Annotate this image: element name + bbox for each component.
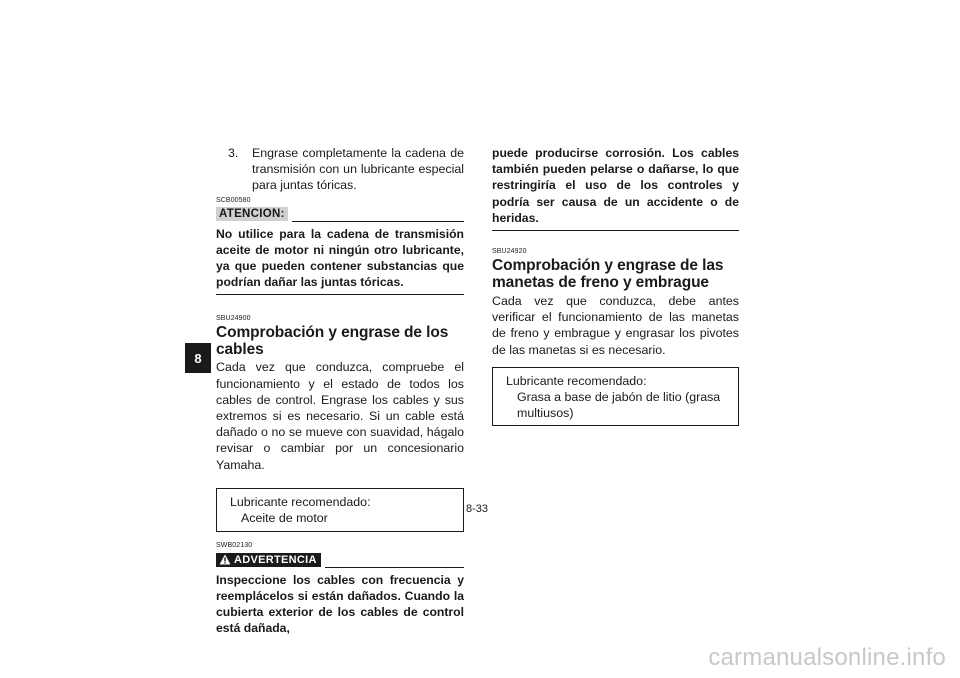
left-column (216, 145, 464, 637)
atencion-text: No utilice para la cadena de transmisión aceite de motor ni ningún otro lubricante, ya que pueden contener substancias que podrían dañar las juntas tóricas. (216, 226, 464, 290)
watermark: carmanualsonline.info (708, 644, 946, 671)
advertencia-text: Inspeccione los cables con frecuencia y reemplácelos si están dañados. Cuando la cubierta exterior de los cables de control está dañada, (216, 572, 464, 636)
levers-section-body: Cada vez que conduzca, debe antes verificar el funcionamiento de las manetas de freno y embrague y engrasar los pivotes de las manetas si es necesario. (492, 294, 739, 357)
advertencia-code: SWB02130 (216, 541, 253, 549)
lubricant-label: Lubricante recomendado: (230, 494, 371, 509)
atencion-header (216, 207, 464, 222)
atencion-code: SCB00580 (216, 196, 251, 204)
cables-section-title: Comprobación y engrase de los cables (216, 324, 449, 359)
lubricant-value: Aceite de motor (241, 510, 328, 525)
levers-lubricant-box (492, 367, 739, 426)
advertencia-label: ADVERTENCIA (234, 553, 317, 566)
step-3 (216, 145, 464, 194)
page-number: 8-33 (466, 503, 489, 515)
levers-section-title: Comprobación y engrase de las manetas de freno y embrague (492, 257, 724, 292)
lubricant-label: Lubricante recomendado: (506, 373, 647, 388)
step-number: 3. (228, 146, 239, 160)
lubricant-value: Grasa a base de jabón de litio (grasa multiusos) (517, 389, 721, 420)
atencion-end-rule (216, 294, 464, 295)
cables-section-code: SBU24900 (216, 315, 251, 323)
chapter-tab: 8 (185, 343, 211, 373)
advertencia-header-line (325, 567, 464, 568)
right-column (492, 145, 739, 426)
step-text: Engrase completamente la cadena de transmisión con un lubricante especial para juntas tóricas. (252, 146, 464, 193)
advertencia-header (216, 552, 464, 568)
levers-section-code: SBU24920 (492, 248, 527, 256)
atencion-label: ATENCION: (216, 207, 288, 221)
cables-section-body: Cada vez que conduzca, compruebe el funcionamiento y el estado de todos los cables de control. Engrase los cables y sus extremos si es necesario. Si un cable está dañado o no se mueve con suavidad, hágalo revisar o cambiar por un concesionario Yamaha. (216, 360, 464, 472)
advertencia-end-rule (492, 230, 739, 231)
atencion-header-line (292, 221, 464, 222)
advertencia-label-box (216, 553, 321, 567)
advertencia-text-continued: puede producirse corrosión. Los cables también pueden pelarse o dañarse, lo que restringiría el uso de los controles y podría ser causa de un accidente o de heridas. (492, 146, 739, 225)
cables-lubricant-box (216, 488, 464, 532)
warning-triangle-icon (219, 554, 231, 565)
